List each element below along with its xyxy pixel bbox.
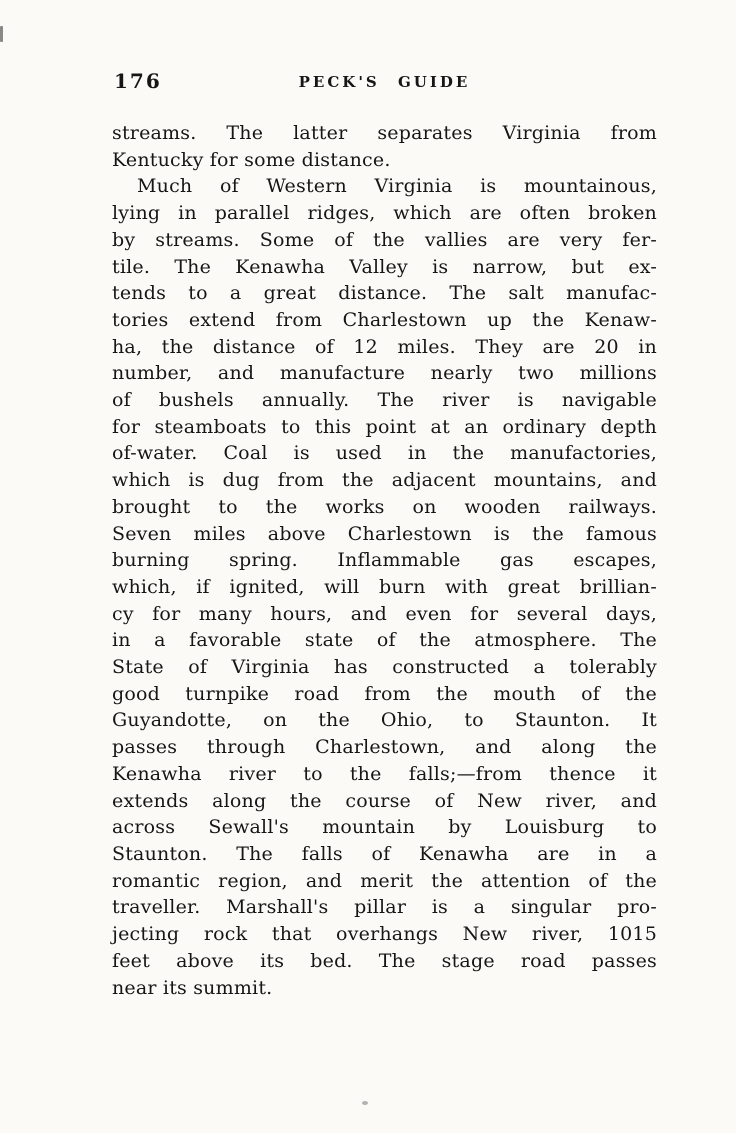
text-line: romantic region, and merit the attention of the <box>112 869 657 892</box>
text-line: extends along the course of New river, and <box>112 789 657 812</box>
text-line: feet above its bed. The stage road passes <box>112 949 657 972</box>
text-line: tories extend from Charlestown up the Kenaw- <box>112 308 657 331</box>
page-body <box>112 120 657 1001</box>
text-line: tends to a great distance. The salt manufac- <box>112 282 657 305</box>
text-line: Seven miles above Charlestown is the famous <box>112 522 657 545</box>
text-line: brought to the works on wooden railways. <box>112 495 657 518</box>
text-line: of bushels annually. The river is navigable <box>112 389 657 412</box>
text-line: across Sewall's mountain by Louisburg to <box>112 816 657 839</box>
text-line: of-water. Coal is used in the manufactories, <box>112 442 657 465</box>
page-number: 176 <box>114 69 162 93</box>
text-line: for steamboats to this point at an ordinary depth <box>112 415 657 438</box>
text-line: which, if ignited, will burn with great brillian- <box>112 575 657 598</box>
text-line: jecting rock that overhangs New river, 1015 <box>112 923 657 946</box>
text-line: traveller. Marshall's pillar is a singular pro- <box>112 896 657 919</box>
text-line: number, and manufacture nearly two millions <box>112 362 657 385</box>
text-line: ha, the distance of 12 miles. They are 20 in <box>112 335 657 358</box>
text-line: burning spring. Inflammable gas escapes, <box>112 549 657 572</box>
scan-artifact <box>0 26 3 42</box>
page-header <box>112 68 657 96</box>
text-line: Kenawha river to the falls;—from thence it <box>112 762 657 785</box>
text-line: which is dug from the adjacent mountains, and <box>112 469 657 492</box>
text-block <box>112 68 657 1001</box>
text-line: Guyandotte, on the Ohio, to Staunton. It <box>112 709 657 732</box>
text-line: in a favorable state of the atmosphere. The <box>112 629 657 652</box>
text-line: Kentucky for some distance. <box>112 148 391 171</box>
text-line: passes through Charlestown, and along the <box>112 736 657 759</box>
text-line: lying in parallel ridges, which are often broken <box>112 202 657 225</box>
text-line: by streams. Some of the vallies are very fer- <box>112 228 657 251</box>
scan-artifact <box>362 1101 368 1105</box>
text-line: tile. The Kenawha Valley is narrow, but ex- <box>112 255 657 278</box>
running-title: PECK'S GUIDE <box>298 73 471 91</box>
text-line: Much of Western Virginia is mountainous, <box>137 175 657 198</box>
text-line: State of Virginia has constructed a tolerably <box>112 656 657 679</box>
text-line: good turnpike road from the mouth of the <box>112 682 657 705</box>
text-line: streams. The latter separates Virginia from <box>112 122 657 144</box>
text-line: Staunton. The falls of Kenawha are in a <box>112 842 657 865</box>
text-line: cy for many hours, and even for several days, <box>112 602 657 625</box>
text-line: near its summit. <box>112 976 273 999</box>
